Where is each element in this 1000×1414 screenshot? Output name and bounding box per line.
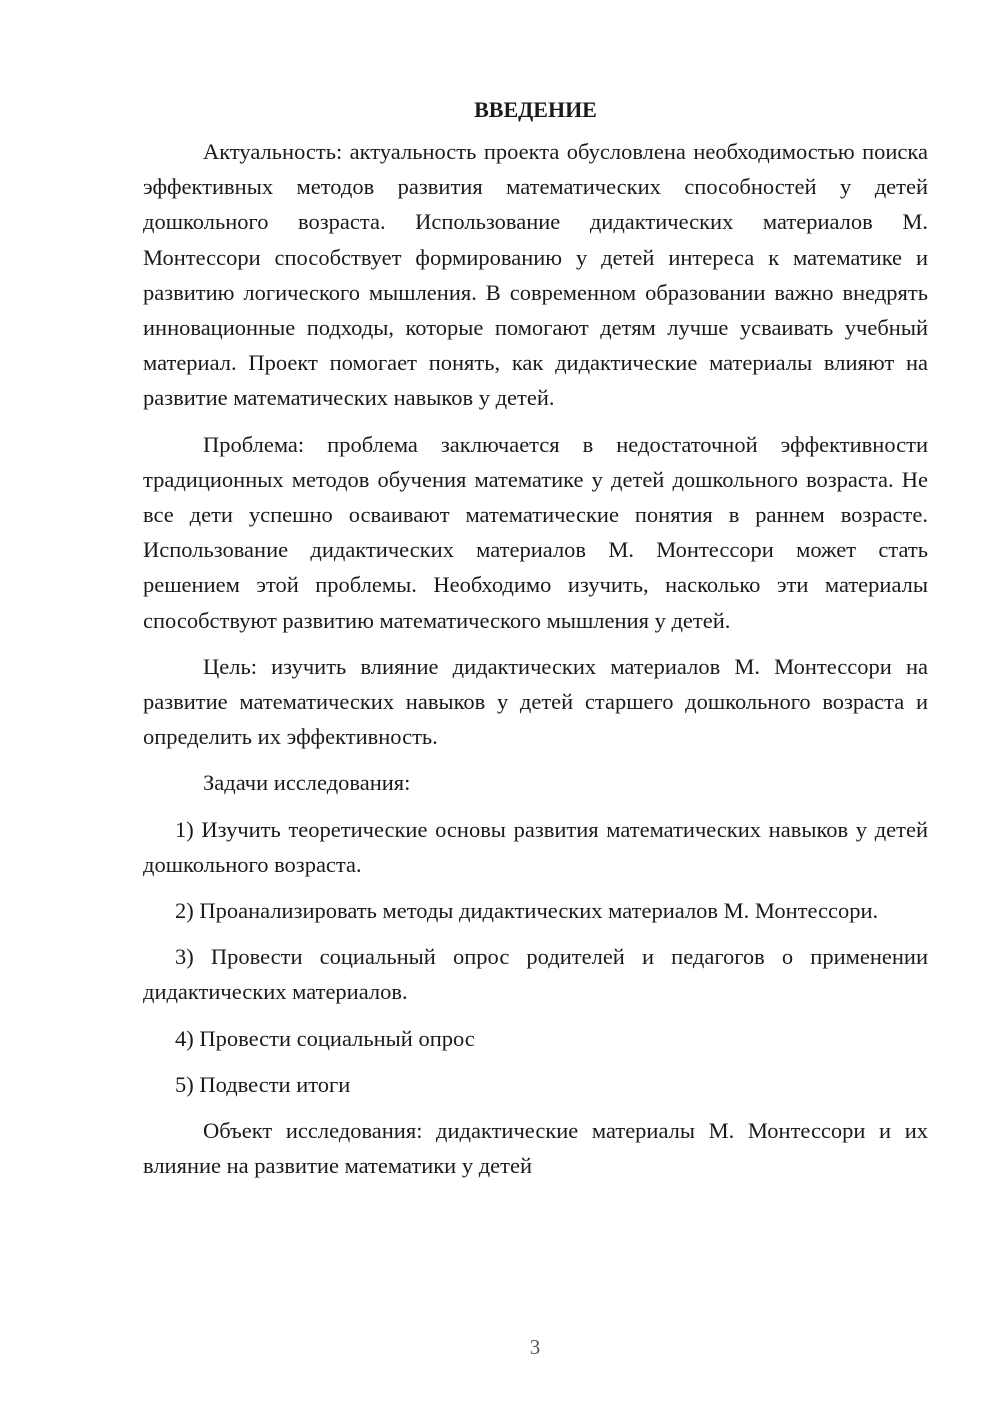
page-title: ВВЕДЕНИЕ	[474, 97, 597, 122]
page-number: 3	[529, 1335, 541, 1359]
list-item: 4) Провести социальный опрос	[175, 1025, 475, 1051]
document-page	[143, 92, 928, 1183]
goal-paragraph: Цель: изучить влияние дидактических материалов М. Монтессори на развитие математических навыков у детей старшего дошкольного возраста и определить их эффективность.	[143, 653, 928, 750]
object-paragraph: Объект исследования: дидактические материалы М. Монтессори и их влияние на развитие математики у детей	[143, 1118, 928, 1179]
list-item: 2) Проанализировать методы дидактических материалов М. Монтессори.	[175, 898, 879, 924]
relevance-paragraph: Актуальность: актуальность проекта обусловлена необходимостью поиска эффективных методов развития математических способностей у детей дошкольного возраста. Использование дидактических материалов М. Монтессори способствует формированию у детей интереса к математике и развитию логического мышления. В современном образовании важно внедрять инновационные подходы, которые помогают детям лучше усваивать учебный материал. Проект помогает понять, как дидактические материалы влияют на развитие математических навыков у детей.	[143, 139, 928, 411]
list-item: 5) Подвести итоги	[175, 1071, 351, 1097]
tasks-heading: Задачи исследования:	[203, 770, 411, 796]
list-item: 3) Провести социальный опрос родителей и педагогов о применении дидактических материалов.	[143, 944, 928, 1005]
list-item: 1) Изучить теоретические основы развития математических навыков у детей дошкольного возраста.	[143, 816, 928, 877]
problem-paragraph: Проблема: проблема заключается в недостаточной эффективности традиционных методов обучения математике у детей дошкольного возраста. Не все дети успешно осваивают математические понятия в раннем возрасте. Использование дидактических материалов М. Монтессори может стать решением этой проблемы. Необходимо изучить, насколько эти материалы способствуют развитию математического мышления у детей.	[143, 431, 928, 633]
